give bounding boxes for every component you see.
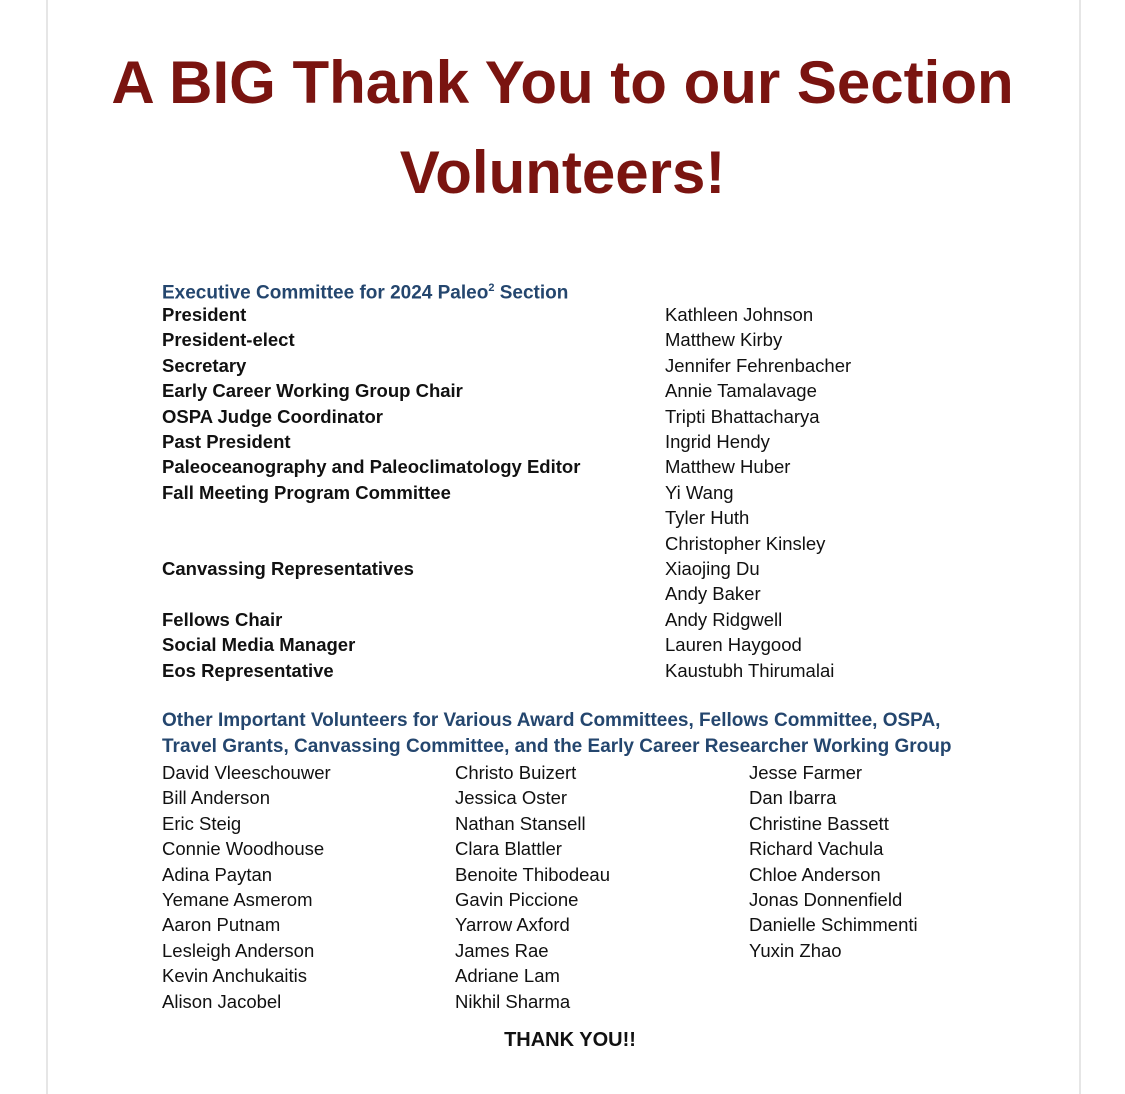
role-label: President-elect — [162, 329, 295, 351]
role-label: Fellows Chair — [162, 608, 283, 630]
role-label: Past President — [162, 431, 291, 453]
exec-row — [162, 658, 962, 683]
title-line-1: A BIG Thank You to our Section — [111, 49, 1014, 116]
exec-row — [162, 632, 962, 657]
member-name: Tripti Bhattacharya — [665, 405, 820, 427]
volunteer-name: Connie Woodhouse — [162, 838, 325, 860]
volunteer-name: Jesse Farmer — [749, 762, 863, 783]
role-names — [665, 327, 782, 352]
volunteer-column — [162, 760, 455, 1014]
role-label: Fall Meeting Program Committee — [162, 481, 451, 503]
role-label: Paleoceanography and Paleoclimatology Editor — [162, 456, 581, 478]
role-names — [665, 404, 820, 429]
member-name: Lauren Haygood — [665, 634, 802, 656]
role-names — [665, 556, 761, 607]
role-label: Canvassing Representatives — [162, 558, 414, 580]
volunteer-name: Christine Bassett — [749, 812, 889, 834]
member-name: Christopher Kinsley — [665, 532, 826, 554]
exec-row — [162, 353, 962, 378]
member-name: Andy Baker — [665, 583, 761, 605]
volunteer-name: Jessica Oster — [455, 787, 568, 809]
role-names — [665, 302, 813, 327]
role-label: Early Career Working Group Chair — [162, 380, 463, 402]
volunteer-name: Yarrow Axford — [455, 914, 570, 936]
exec-row — [162, 454, 962, 479]
role-names — [665, 607, 782, 632]
volunteer-name: David Vleeschouwer — [162, 762, 331, 783]
volunteer-name: Dan Ibarra — [749, 787, 837, 809]
role-label: Eos Representative — [162, 659, 334, 681]
role-label: Social Media Manager — [162, 634, 356, 656]
volunteer-column — [455, 760, 749, 1014]
member-name: Xiaojing Du — [665, 558, 760, 580]
volunteer-name: Alison Jacobel — [162, 990, 282, 1012]
member-name: Andy Ridgwell — [665, 608, 783, 630]
role-names — [665, 632, 802, 657]
volunteer-name: Lesleigh Anderson — [162, 939, 315, 961]
volunteer-column — [749, 760, 918, 1014]
member-name: Yi Wang — [665, 481, 734, 503]
volunteer-name: Jonas Donnenfield — [749, 889, 903, 911]
volunteer-name: Yuxin Zhao — [749, 939, 842, 961]
member-name: Matthew Kirby — [665, 329, 783, 351]
exec-row — [162, 429, 962, 454]
member-name: Jennifer Fehrenbacher — [665, 354, 852, 376]
role-names — [665, 454, 790, 479]
other-heading-line-2: Travel Grants, Canvassing Committee, and the Early Career Researcher Working Group — [162, 736, 952, 757]
page-title — [0, 38, 1125, 218]
volunteer-name: Nikhil Sharma — [455, 990, 571, 1012]
role-names — [665, 353, 851, 378]
member-name: Kathleen Johnson — [665, 304, 814, 325]
volunteer-name: Danielle Schimmenti — [749, 914, 918, 936]
exec-heading-text: Executive Committee for 2024 Paleo — [162, 282, 489, 304]
volunteer-name: Gavin Piccione — [455, 889, 579, 911]
role-names — [665, 480, 825, 556]
volunteer-name: James Rae — [455, 939, 549, 961]
role-names — [665, 378, 817, 403]
volunteer-name: Nathan Stansell — [455, 812, 586, 834]
volunteer-name: Chloe Anderson — [749, 863, 881, 885]
exec-row — [162, 556, 962, 607]
member-name: Tyler Huth — [665, 507, 750, 529]
thank-you-text: THANK YOU!! — [504, 1029, 636, 1051]
volunteer-name: Clara Blattler — [455, 838, 562, 860]
role-label: OSPA Judge Coordinator — [162, 405, 383, 427]
member-name: Annie Tamalavage — [665, 380, 817, 402]
exec-row — [162, 607, 962, 632]
role-names — [665, 429, 770, 454]
exec-row — [162, 404, 962, 429]
exec-committee-table — [162, 302, 962, 683]
exec-heading-end: Section — [494, 282, 569, 304]
volunteer-name: Aaron Putnam — [162, 914, 281, 936]
role-label: Secretary — [162, 354, 247, 376]
member-name: Kaustubh Thirumalai — [665, 659, 835, 681]
volunteer-name: Richard Vachula — [749, 838, 884, 860]
exec-row — [162, 327, 962, 352]
title-line-2: Volunteers! — [399, 139, 726, 206]
role-label: President — [162, 304, 247, 325]
volunteer-name: Bill Anderson — [162, 787, 270, 809]
exec-heading-sup: 2 — [488, 282, 495, 294]
other-heading — [162, 708, 951, 760]
volunteer-name: Adina Paytan — [162, 863, 273, 885]
exec-row — [162, 378, 962, 403]
exec-row — [162, 480, 962, 556]
volunteer-name: Benoite Thibodeau — [455, 863, 610, 885]
member-name: Matthew Huber — [665, 456, 791, 478]
volunteer-columns — [162, 760, 918, 1014]
exec-row — [162, 302, 962, 327]
member-name: Ingrid Hendy — [665, 431, 770, 453]
volunteer-name: Kevin Anchukaitis — [162, 965, 308, 987]
other-heading-line-1: Other Important Volunteers for Various Award Committees, Fellows Committee, OSPA, — [162, 710, 941, 731]
volunteer-name: Adriane Lam — [455, 965, 560, 987]
role-names — [665, 658, 834, 683]
volunteer-name: Yemane Asmerom — [162, 889, 313, 911]
volunteer-name: Eric Steig — [162, 812, 242, 834]
volunteer-name: Christo Buizert — [455, 762, 577, 783]
